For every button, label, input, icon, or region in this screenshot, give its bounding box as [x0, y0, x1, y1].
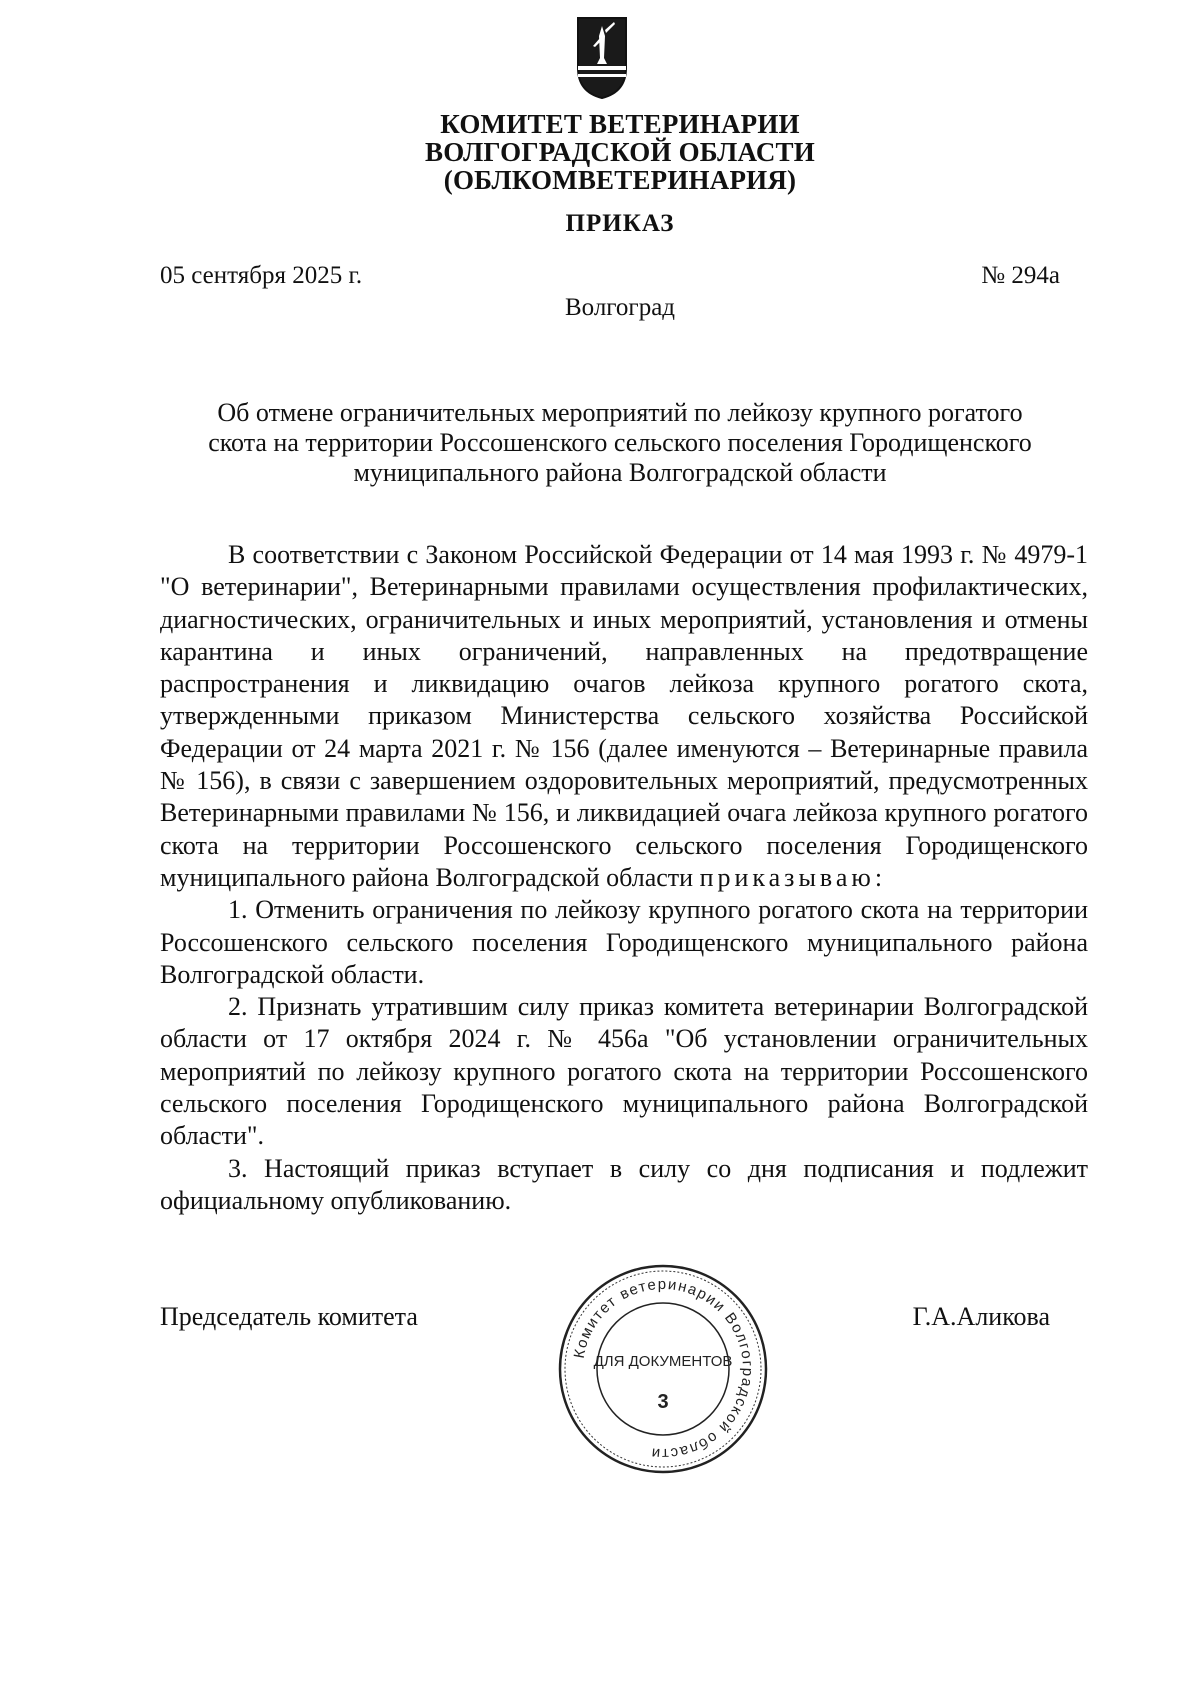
title-line: скота на территории Россошенского сельского поселения Городищенского [208, 428, 1032, 457]
stamp-ring-text: Комитет ветеринарии Волгоградской области [570, 1275, 757, 1463]
title-line: муниципального района Волгоградской области [353, 458, 887, 487]
order-item-2: 2. Признать утратившим силу приказ комитета ветеринарии Волгоградской области от 17 октября 2024 г. № 456а "Об установлении ограничительных мероприятий по лейкозу крупного рогатого скота на территории Россошенского сельского поселения Городищенского муниципального района Волгоградской области". [160, 992, 1088, 1151]
document-number: № 294а [981, 262, 1060, 289]
document-type: ПРИКАЗ [565, 210, 675, 237]
coat-of-arms-icon [576, 16, 628, 100]
document-city: Волгоград [564, 294, 676, 321]
org-name-line1: КОМИТЕТ ВЕТЕРИНАРИИ [440, 109, 800, 139]
order-item-3: 3. Настоящий приказ вступает в силу со дня подписания и подлежит официальному опубликованию. [160, 1153, 1088, 1215]
stamp-number: 3 [657, 1391, 669, 1413]
order-item-1: 1. Отменить ограничения по лейкозу крупного рогатого скота на территории Россошенского сельского поселения Городищенского муниципального района Волгоградской области. [160, 895, 1088, 989]
document-date: 05 сентября 2025 г. [160, 262, 363, 289]
signatory-role: Председатель комитета [160, 1302, 418, 1331]
title-line: Об отмене ограничительных мероприятий по лейкозу крупного рогатого [217, 398, 1023, 427]
signatory-name: Г.А.Аликова [912, 1302, 1050, 1331]
preamble-text: В соответствии с Законом Российской Федерации от 14 мая 1993 г. № 4979-1 "О ветеринарии", Ветеринарными правилами осуществления профилактических, диагностических, ограничительных и иных мероприятий, установления и отмены карантина и иных ограничений, направленных на предотвращение распространения и ликвидацию очагов лейкоза крупного рогатого скота, утвержденными приказом Министерства сельского хозяйства Российской Федерации от 24 марта 2021 г. № 156 (далее именуются – Ветеринарные правила № 156), в связи с завершением оздоровительных мероприятий, предусмотренных Ветеринарными правилами № 156, и ликвидацией очага лейкоза крупного рогатого скота на территории Россошенского сельского поселения Городищенского муниципального района Волгоградской области [160, 540, 1088, 892]
preamble-paragraph [160, 539, 1088, 894]
stamp-center-text: ДЛЯ ДОКУМЕНТОВ [593, 1353, 733, 1370]
order-word: приказываю: [699, 862, 887, 892]
document-title [150, 398, 1090, 488]
official-stamp [556, 1262, 770, 1476]
org-name-line3: (ОБЛКОМВЕТЕРИНАРИЯ) [443, 165, 797, 195]
document-body [160, 539, 1088, 1217]
org-name-line2: ВОЛГОГРАДСКОЙ ОБЛАСТИ [425, 137, 815, 167]
